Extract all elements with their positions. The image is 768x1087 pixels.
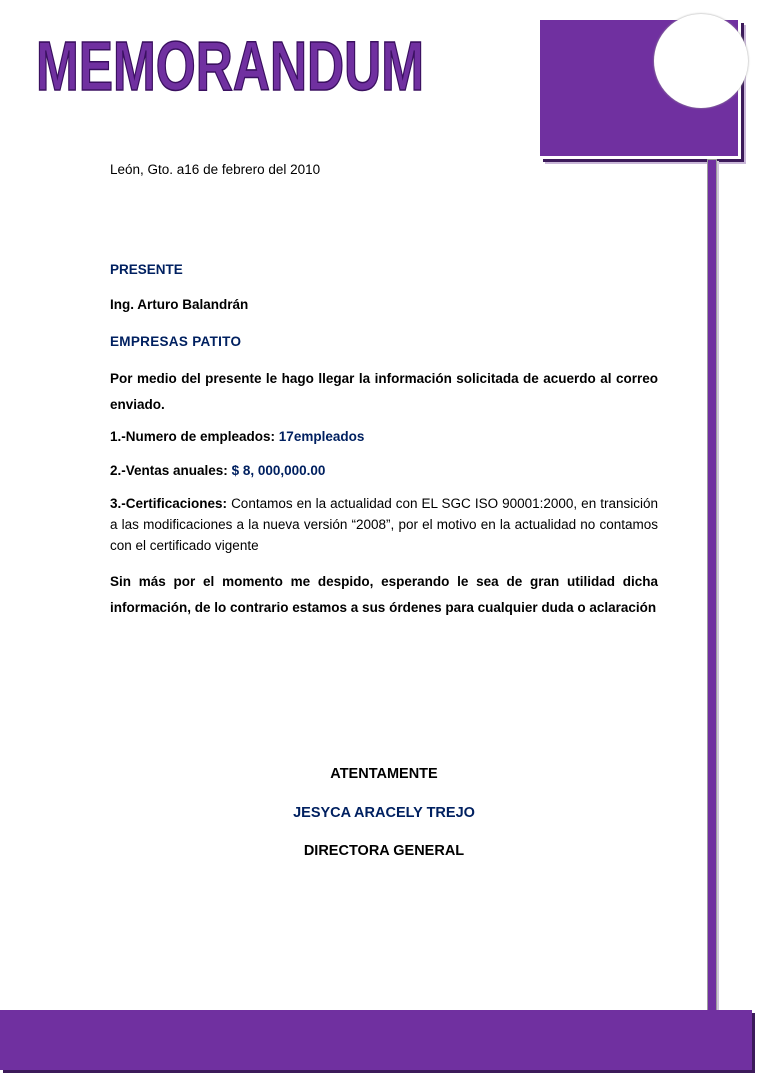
- header-decor-circle: [654, 14, 748, 108]
- memo-date: León, Gto. a16 de febrero del 2010: [110, 162, 321, 177]
- certifications-item: [110, 493, 658, 556]
- sales-label: 2.-Ventas anuales:: [110, 463, 232, 478]
- regards-line: ATENTAMENTE: [330, 766, 438, 782]
- sales-value: $ 8, 000,000.00: [231, 463, 326, 478]
- intro-paragraph: Por medio del presente le hago llegar la información solicitada de acuerdo al correo enviado.: [110, 371, 658, 412]
- certifications-text: Contamos en la actualidad con EL SGC ISO 90001:2000, en transición a las modificaciones a la nueva versión “2008”, por el motivo en la actualidad no contamos con el certificado vigente: [110, 496, 658, 553]
- recipient-name: Ing. Arturo Balandrán: [110, 297, 249, 312]
- certifications-label: 3.-Certificaciones:: [110, 496, 232, 511]
- sales-item: [110, 459, 658, 482]
- recipient-company: EMPRESAS PATITO: [110, 334, 242, 349]
- memo-title: [30, 8, 430, 106]
- signer-position: DIRECTORA GENERAL: [303, 843, 465, 859]
- employees-value: 17empleados: [278, 429, 365, 444]
- signer-name: JESYCA ARACELY TREJO: [293, 805, 475, 821]
- presente-heading: PRESENTE: [110, 262, 183, 277]
- memo-title-text: MEMORANDUM: [35, 28, 424, 106]
- closing-paragraph: Sin más por el momento me despido, esperando le sea de gran utilidad dicha información, de lo contrario estamos a sus órdenes para cualquier duda o aclaración: [110, 574, 658, 615]
- right-decor-bar: [707, 159, 717, 1016]
- employees-label: 1.-Numero de empleados:: [110, 429, 279, 444]
- employees-item: [110, 425, 658, 448]
- footer-decor-bar: [0, 1010, 752, 1070]
